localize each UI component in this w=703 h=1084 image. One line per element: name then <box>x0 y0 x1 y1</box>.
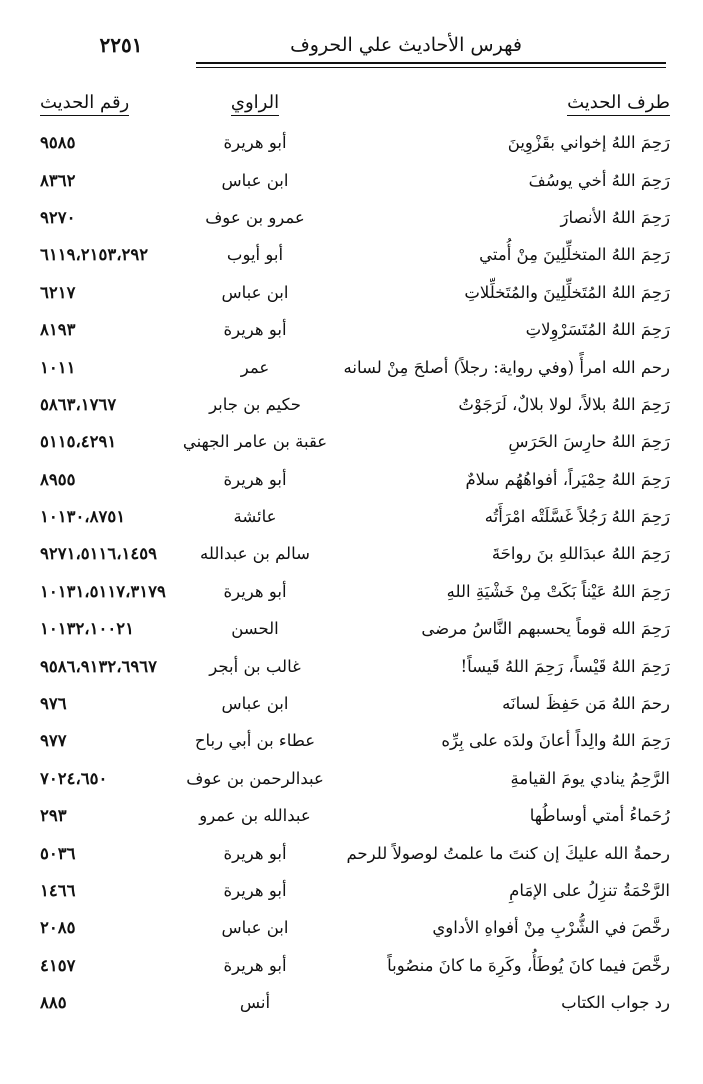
hadith-text: رَحِمَ اللهُ بلالاً، لولا بلالٌ، لَرَجَوْتُ <box>458 394 670 414</box>
table-row <box>40 872 670 909</box>
column-header-number-label: رقم الحديث <box>40 92 129 116</box>
hadith-text: رخَّصَ فيما كانَ يُوطَأُ، وكَرِهَ ما كانَ منصُوباً <box>387 955 670 975</box>
hadith-text: رَحِمَ اللهُ عبدَاللهِ بنَ رواحَةَ <box>491 544 670 564</box>
table-row <box>40 947 670 984</box>
narrator-name: ابن عباس <box>221 918 289 938</box>
column-header-number <box>40 84 170 124</box>
hadith-number: ٤١٥٧ <box>40 955 76 975</box>
hadith-number: ٥١١٥،٤٢٩١ <box>40 432 117 452</box>
column-header-narrator <box>170 84 340 124</box>
table-row <box>40 909 670 946</box>
hadith-text: رخَّصَ في الشُّرْبِ مِنْ أفواهِ الأداوي <box>432 918 670 938</box>
narrator-name: أبو هريرة <box>223 133 287 153</box>
hadith-number: ١٠١٣١،٥١١٧،٣١٧٩ <box>40 581 166 601</box>
narrator-name: ابن عباس <box>221 282 289 302</box>
narrator-name: أبو هريرة <box>223 469 287 489</box>
narrator-name: عمرو بن عوف <box>205 207 305 227</box>
table-row <box>40 722 670 759</box>
hadith-number: ٦٢١٧ <box>40 282 76 302</box>
narrator-name: عبدالله بن عمرو <box>199 806 311 826</box>
table-row <box>40 760 670 797</box>
table-row <box>40 685 670 722</box>
table-row <box>40 311 670 348</box>
hadith-number: ١٠١٣٢،١٠٠٢١ <box>40 619 134 639</box>
hadith-number: ٢٠٨٥ <box>40 918 76 938</box>
hadith-number: ٩٥٨٦،٩١٣٢،٦٩٦٧ <box>40 656 157 676</box>
narrator-name: عقبة بن عامر الجهني <box>182 432 328 452</box>
page-number: ٢٢٥١ <box>99 33 143 57</box>
table-row <box>40 797 670 834</box>
narrator-name: عطاء بن أبي رباح <box>194 731 316 751</box>
hadith-number: ٨٨٥ <box>40 993 67 1013</box>
hadith-text: رحمَ اللهُ مَن حَفِظَ لسانَه <box>502 694 670 714</box>
table-row <box>40 498 670 535</box>
table-row <box>40 610 670 647</box>
hadith-text: الرَّحِمُ ينادي يومَ القيامةِ <box>510 768 670 788</box>
table-header-row <box>40 84 670 124</box>
narrator-name: أبو هريرة <box>223 955 287 975</box>
narrator-name: غالب بن أبجر <box>209 656 301 676</box>
hadith-text: رد جواب الكتاب <box>561 993 670 1013</box>
table-row <box>40 461 670 498</box>
narrator-name: الحسن <box>231 619 279 639</box>
hadith-number: ٩٥٨٥ <box>40 133 76 153</box>
table-row <box>40 199 670 236</box>
hadith-number: ٥٨٦٣،١٧٦٧ <box>40 394 117 414</box>
page-number-gap <box>46 62 196 69</box>
hadith-number: ٨٣٦٢ <box>40 170 76 190</box>
hadith-number: ٨٩٥٥ <box>40 469 76 489</box>
hadith-text: رَحِمَ اللهُ الأنصارَ <box>560 207 670 227</box>
hadith-number: ٢٩٣ <box>40 806 67 826</box>
hadith-text: رَحِمَ اللهُ المُتَخلِّلِينَ والمُتَخلِّلاتِ <box>464 282 670 302</box>
hadith-number: ١٠١٣٠،٨٧٥١ <box>40 507 126 527</box>
table-row <box>40 834 670 871</box>
hadith-text: رَحِمَ الله قوماً يحسبهم النَّاسُ مرضى <box>421 619 670 639</box>
hadith-text: رَحِمَ اللهُ حِمْيَراً، أفواهُهُم سلامٌ <box>465 469 670 489</box>
narrator-name: أبو هريرة <box>223 843 287 863</box>
narrator-name: حكيم بن جابر <box>209 394 301 414</box>
hadith-index-table <box>40 84 670 1021</box>
hadith-text: رَحِمَ اللهُ المُتَسَرْوِلاتِ <box>525 320 670 340</box>
narrator-name: عبدالرحمن بن عوف <box>186 768 324 788</box>
hadith-text: رحم الله امرأً (وفي رواية: رجلاً) أصلحَ مِنْ لسانه <box>343 357 670 377</box>
hadith-number: ٩٧٧ <box>40 731 67 751</box>
table-body <box>40 124 670 1021</box>
hadith-number: ١٠١١ <box>40 357 76 377</box>
narrator-name: ابن عباس <box>221 694 289 714</box>
table-row <box>40 535 670 572</box>
page-title: فهرس الأحاديث علي الحروف <box>290 34 522 56</box>
hadith-text: رحمةُ الله عليكَ إن كنتَ ما علمتُ لوصولاً للرحم <box>346 843 670 863</box>
narrator-name: أبو أيوب <box>226 245 284 265</box>
hadith-number: ٨١٩٣ <box>40 320 76 340</box>
running-header <box>46 30 666 70</box>
narrator-name: أبو هريرة <box>223 881 287 900</box>
table-row <box>40 647 670 684</box>
hadith-text: رَحِمَ اللهُ إخواني بقَزْوِينَ <box>507 133 670 153</box>
table-row <box>40 386 670 423</box>
narrator-name: عمر <box>240 357 270 377</box>
hadith-text: رَحِمَ اللهُ حارِسَ الحَرَسِ <box>508 432 670 452</box>
hadith-text: رُحَماءُ أمتي أوساطُها <box>529 806 670 826</box>
hadith-text: الرَّحْمَةُ تنزِلُ على الإمَامِ <box>509 881 670 900</box>
hadith-text: رَحِمَ اللهُ والِداً أعانَ ولدَه على بِرِّه <box>441 731 670 751</box>
hadith-text: رَحِمَ اللهُ قَيْساً، رَحِمَ اللهُ قَيساً! <box>460 656 670 676</box>
hadith-text: رَحِمَ اللهُ المتخلِّلِينَ مِنْ أُمتي <box>479 245 670 265</box>
hadith-text: رَحِمَ اللهُ رَجُلاً غَسَّلَتْه امْرَأَتُه <box>484 507 670 527</box>
column-header-narrator-label: الراوي <box>231 92 279 116</box>
table-row <box>40 124 670 161</box>
table-row <box>40 161 670 198</box>
table-row <box>40 984 670 1021</box>
table-row <box>40 236 670 273</box>
hadith-number: ٩٢٧١،٥١١٦،١٤٥٩ <box>40 544 157 564</box>
hadith-number: ٩٧٦ <box>40 694 67 714</box>
narrator-name: سالم بن عبدالله <box>200 544 310 564</box>
narrator-name: ابن عباس <box>221 170 289 190</box>
narrator-name: عائشة <box>233 507 277 527</box>
hadith-number: ٥٠٣٦ <box>40 843 76 863</box>
table-row <box>40 423 670 460</box>
hadith-text: رَحِمَ اللهُ عَيْناً بَكَتْ مِنْ خَشْيَةِ اللهِ <box>446 581 670 601</box>
column-header-hadith-label: طرف الحديث <box>567 92 670 116</box>
column-header-hadith <box>340 84 670 124</box>
narrator-name: أبو هريرة <box>223 320 287 340</box>
table-row <box>40 274 670 311</box>
narrator-name: أبو هريرة <box>223 581 287 601</box>
hadith-number: ١٤٦٦ <box>40 881 76 900</box>
hadith-text: رَحِمَ اللهُ أخي يوسُفَ <box>528 170 670 190</box>
narrator-name: أنس <box>239 993 271 1013</box>
table-row <box>40 573 670 610</box>
hadith-number: ٦١١٩،٢١٥٣،٢٩٢ <box>40 245 149 265</box>
hadith-number: ٩٢٧٠ <box>40 207 76 227</box>
hadith-number: ٧٠٢٤،٦٥٠ <box>40 768 108 788</box>
table-row <box>40 348 670 385</box>
